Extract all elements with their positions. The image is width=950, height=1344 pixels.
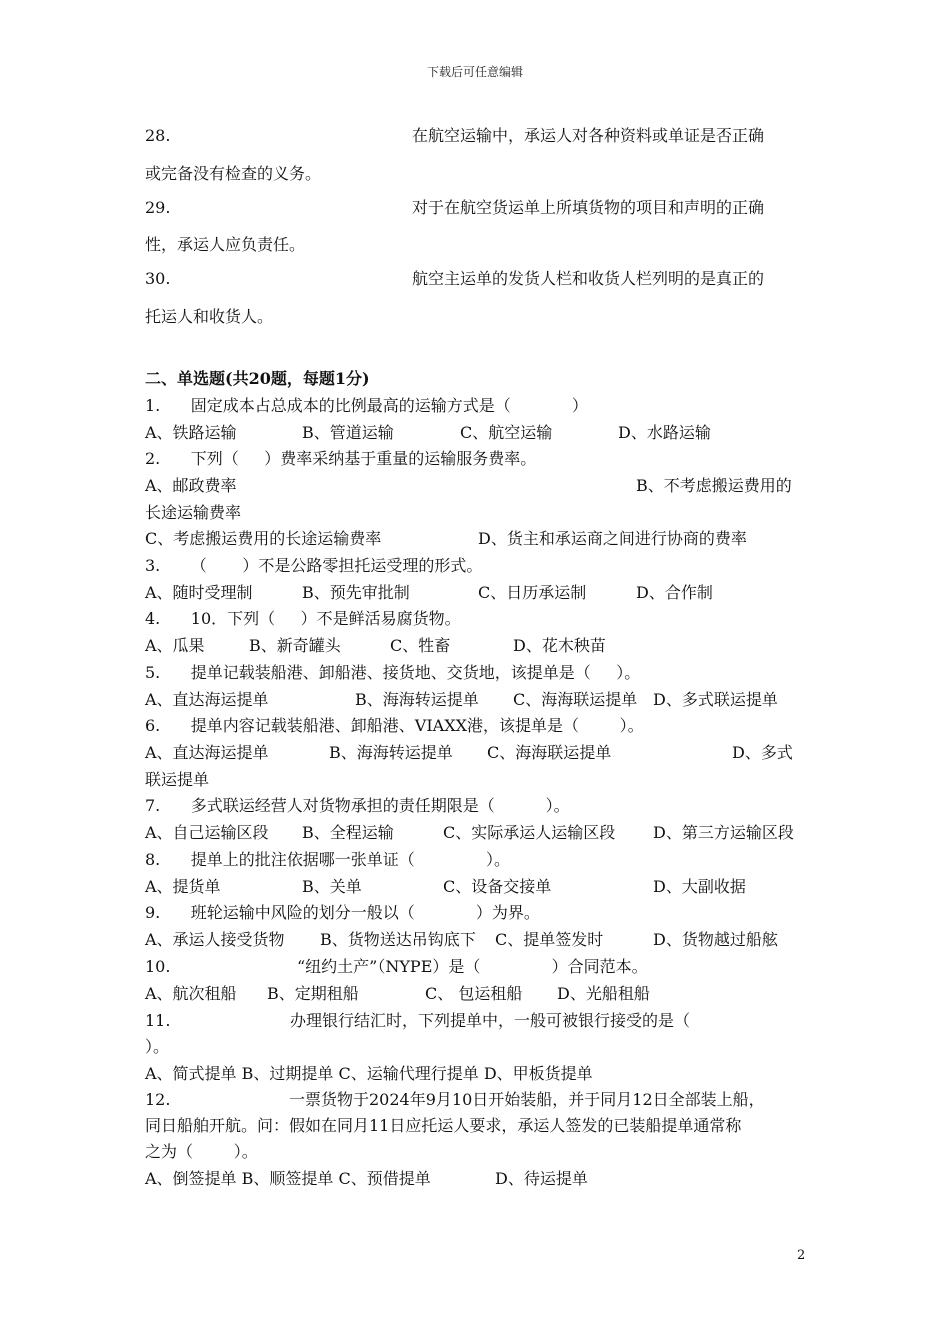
mc-q5-option-a: A、直达海运提单 — [145, 690, 269, 709]
question-29-text-cont: 性，承运人应负责任。 — [145, 235, 306, 254]
mc-q3-option-b: B、预先审批制 — [302, 583, 410, 602]
mc-q2-option-b: B、不考虑搬运费用的 — [636, 476, 792, 495]
mc-q10-option-b: B、定期租船 — [267, 984, 359, 1003]
mc-q11-number: 11. — [145, 1011, 171, 1030]
mc-q10-option-d: D、光船租船 — [557, 984, 650, 1003]
mc-q1-stem: 1. 固定成本占总成本的比例最高的运输方式是（ ） — [145, 396, 588, 415]
mc-q10-option-c: C、 包运租船 — [425, 984, 523, 1003]
mc-q1-option-d: D、水路运输 — [618, 423, 711, 442]
mc-q1-option-b: B、管道运输 — [302, 423, 394, 442]
mc-q1-option-a: A、铁路运输 — [145, 423, 237, 442]
mc-q4-option-d: D、花木秧苗 — [513, 636, 606, 655]
question-28-text-cont: 或完备没有检查的义务。 — [145, 164, 322, 183]
mc-q3-option-d: D、合作制 — [636, 583, 713, 602]
page-number: 2 — [797, 1248, 806, 1263]
mc-q2-stem: 2. 下列（ ）费率采纳基于重量的运输服务费率。 — [145, 449, 537, 468]
mc-q5-option-b: B、海海转运提单 — [355, 690, 479, 709]
mc-q9-option-a: A、承运人接受货物 — [145, 930, 285, 949]
mc-q8-stem: 8. 提单上的批注依据哪一张单证（ ）。 — [145, 850, 510, 869]
mc-q8-option-d: D、大副收据 — [653, 877, 746, 896]
mc-q10-stem: “纽约土产”（NYPE）是（ ）合同范本。 — [297, 957, 648, 976]
question-29-number: 29. — [145, 198, 171, 217]
mc-q11-options: A、简式提单 B、过期提单 C、运输代理行提单 D、甲板货提单 — [145, 1064, 593, 1083]
mc-q12-stem-cont-2: 之为（ ）。 — [145, 1142, 258, 1161]
mc-q6-option-d: D、多式 — [732, 743, 793, 762]
mc-q3-stem: 3. （ ）不是公路零担托运受理的形式。 — [145, 556, 483, 575]
mc-q7-stem: 7. 多式联运经营人对货物承担的责任期限是（ ）。 — [145, 796, 570, 815]
section-title: 二、单选题(共20题，每题1分) — [145, 369, 370, 388]
mc-q4-stem: 4. 10．下列（ ）不是鲜活易腐货物。 — [145, 609, 461, 628]
mc-q9-option-c: C、提单签发时 — [495, 930, 604, 949]
mc-q5-option-c: C、海海联运提单 — [513, 690, 638, 709]
mc-q11-stem-cont: ）。 — [145, 1037, 170, 1056]
question-30-text: 航空主运单的发货人栏和收货人栏列明的是真正的 — [412, 269, 765, 288]
mc-q5-stem: 5. 提单记载装船港、卸船港、接货地、交货地，该提单是（ ）。 — [145, 663, 641, 682]
mc-q10-number: 10. — [145, 957, 171, 976]
mc-q6-option-d-cont: 联运提单 — [145, 770, 210, 789]
mc-q9-option-b: B、货物送达吊钩底下 — [320, 930, 476, 949]
mc-q3-option-a: A、随时受理制 — [145, 583, 253, 602]
mc-q3-option-c: C、日历承运制 — [478, 583, 587, 602]
question-29-text: 对于在航空货运单上所填货物的项目和声明的正确 — [412, 198, 765, 217]
mc-q8-option-a: A、提货单 — [145, 877, 221, 896]
question-28-number: 28. — [145, 126, 171, 145]
mc-q7-option-d: D、第三方运输区段 — [653, 823, 794, 842]
mc-q12-options: A、倒签提单 B、顺签提单 C、预借提单 — [145, 1169, 431, 1188]
mc-q8-option-b: B、关单 — [302, 877, 362, 896]
mc-q4-option-c: C、牲畜 — [390, 636, 451, 655]
mc-q7-option-c: C、实际承运人运输区段 — [443, 823, 616, 842]
mc-q11-stem: 办理银行结汇时，下列提单中，一般可被银行接受的是（ — [290, 1011, 691, 1030]
mc-q6-option-a: A、直达海运提单 — [145, 743, 269, 762]
mc-q10-option-a: A、航次租船 — [145, 984, 237, 1003]
mc-q5-option-d: D、多式联运提单 — [653, 690, 778, 709]
mc-q4-option-b: B、新奇罐头 — [249, 636, 341, 655]
mc-q6-option-b: B、海海转运提单 — [329, 743, 453, 762]
mc-q4-option-a: A、瓜果 — [145, 636, 205, 655]
mc-q6-option-c: C、海海联运提单 — [487, 743, 612, 762]
mc-q2-option-c: C、考虑搬运费用的长途运输费率 — [145, 529, 382, 548]
mc-q9-option-d: D、货物越过船舷 — [653, 930, 778, 949]
mc-q12-stem: 一票货物于2024年9月10日开始装船，并于同月12日全部装上船， — [289, 1090, 765, 1109]
mc-q2-option-b-cont: 长途运输费率 — [145, 503, 242, 522]
mc-q8-option-c: C、设备交接单 — [443, 877, 552, 896]
mc-q1-option-c: C、航空运输 — [460, 423, 553, 442]
mc-q7-option-b: B、全程运输 — [302, 823, 394, 842]
question-30-number: 30. — [145, 269, 171, 288]
mc-q12-stem-cont: 同日船舶开航。问：假如在同月11日应托运人要求，承运人签发的已装船提单通常称 — [145, 1116, 742, 1135]
question-28-text: 在航空运输中，承运人对各种资料或单证是否正确 — [412, 126, 765, 145]
page-header: 下载后可任意编辑 — [426, 65, 523, 79]
mc-q7-option-a: A、自己运输区段 — [145, 823, 269, 842]
mc-q2-option-d: D、货主和承运商之间进行协商的费率 — [478, 529, 747, 548]
mc-q2-option-a: A、邮政费率 — [145, 476, 237, 495]
mc-q12-option-d: D、待运提单 — [495, 1169, 588, 1188]
mc-q9-stem: 9. 班轮运输中风险的划分一般以（ ）为界。 — [145, 903, 540, 922]
question-30-text-cont: 托运人和收货人。 — [145, 307, 274, 326]
mc-q6-stem: 6. 提单内容记载装船港、卸船港、VIAXX港，该提单是（ ）。 — [145, 716, 644, 735]
mc-q12-number: 12. — [145, 1090, 171, 1109]
